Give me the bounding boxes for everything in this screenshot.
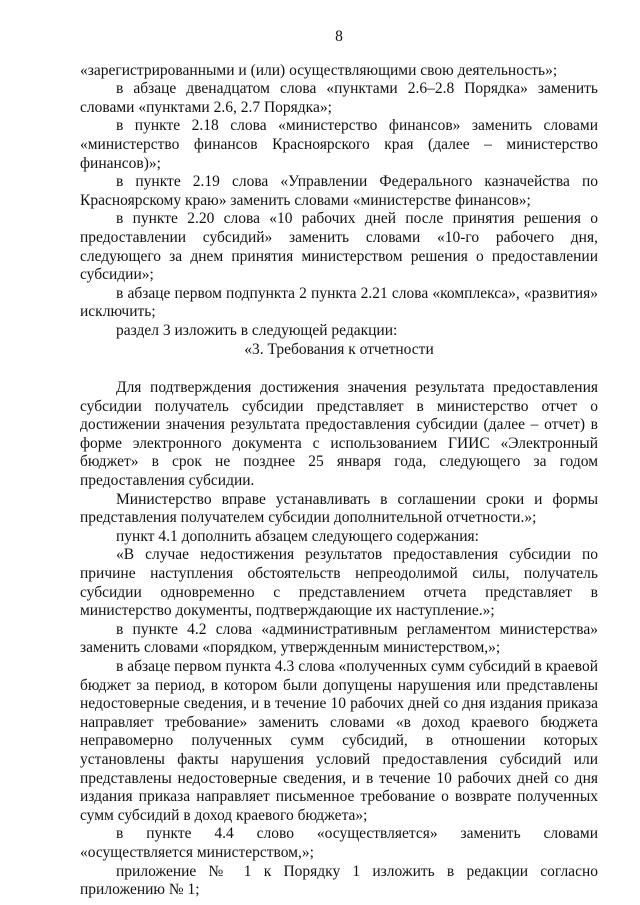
paragraph-12: в пункте 4.2 слова «административным регламентом министерства» заменить словами «порядком, утвержденным министерством,»; — [80, 620, 598, 657]
paragraph-15: приложение № 1 к Порядку 1 изложить в редакции согласно приложению № 1; — [80, 862, 598, 899]
paragraph-2: в абзаце двенадцатом слова «пунктами 2.6–2.8 Порядка» заменить словами «пунктами 2.6, 2.7 Порядка»; — [80, 80, 598, 116]
paragraph-8: Для подтверждения достижения значения результата предоставления субсидии получатель субсидии представляет в министерство отчет о достижении значения результата предоставления субсидии (далее – отчет) в форме электронного документа с использованием ГИИС «Электронный бюджет» в срок не позднее 25 января года, следующего за годом предоставления субсидии. — [80, 379, 598, 490]
paragraph-9: Министерство вправе устанавливать в соглашении сроки и формы представления получателем субсидии дополнительной отчетности.»; — [80, 490, 598, 527]
paragraph-14: в пункте 4.4 слово «осуществляется» заменить словами «осуществляется министерством,»; — [80, 825, 598, 861]
paragraph-4: в пункте 2.19 слова «Управлении Федерального казначейства по Красноярскому краю» заменить словами «министерстве финансов»; — [80, 173, 598, 209]
section-heading: «3. Требования к отчетности — [244, 340, 434, 358]
document-page — [80, 28, 598, 900]
paragraph-10: пункт 4.1 дополнить абзацем следующего содержания: — [116, 527, 479, 545]
paragraph-1: «зарегистрированными и (или) осуществляющими свою деятельность»; — [80, 61, 558, 79]
page-number: 8 — [335, 28, 343, 45]
paragraph-3: в пункте 2.18 слова «министерство финансов» заменить словами «министерство финансов Красноярского края (далее – министерство финансов)»; — [80, 117, 598, 172]
paragraph-5: в пункте 2.20 слова «10 рабочих дней после принятия решения о предоставлении субсидий» заменить словами «10-го рабочего дня, следующего за днем принятия министерством решения о предоставлении субсидии»; — [80, 210, 598, 284]
paragraph-13: в абзаце первом пункта 4.3 слова «полученных сумм субсидий в краевой бюджет за период, в котором были допущены нарушения или представлены недостоверные сведения, и в течение 10 рабочих дней со дня издания приказа направляет требование» заменить словами «в доход краевого бюджета неправомерно полученных сумм субсидий, в отношении которых установлены факты нарушения условий предоставления субсидий или представлены недостоверные сведения, и в течение 10 рабочих дней со дня издания приказа направляет письменное требование о возврате полученных сумм субсидий в доход краевого бюджета»; — [80, 658, 598, 824]
paragraph-7: раздел 3 изложить в следующей редакции: — [116, 321, 398, 339]
paragraph-6: в абзаце первом подпункта 2 пункта 2.21 слова «комплекса», «развития» исключить; — [80, 284, 598, 321]
paragraph-11: «В случае недостижения результатов предоставления субсидии по причине наступления обстоятельств непреодолимой силы, получатель субсидии одновременно с представлением отчета представляет в министерство документы, подтверждающие их наступление.»; — [80, 546, 598, 620]
